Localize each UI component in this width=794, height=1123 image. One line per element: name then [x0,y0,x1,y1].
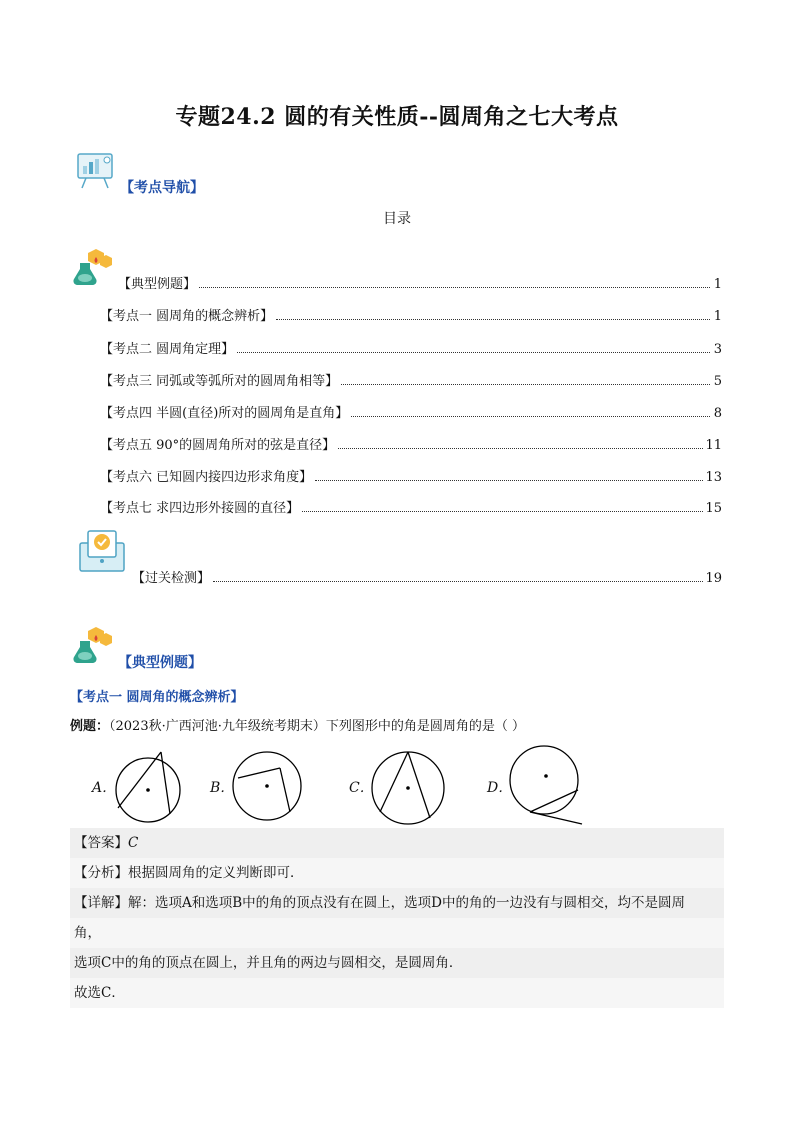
example-text: （2023秋·广西河池·九年级统考期末）下列图形中的角是圆周角的是（ ） [109,719,525,734]
option-b-label[interactable]: B． [210,780,235,796]
toc-entry-page: 5 [713,374,722,389]
toc-entry[interactable] [100,338,722,356]
option-d-figure [506,742,586,830]
detail-line-cont: 角， [70,918,724,948]
toc-leader-dots [315,480,703,481]
answer-line [70,828,724,858]
toc-heading: 目录 [383,211,411,227]
toc-entry-label: 【过关检测】 [132,571,211,586]
analysis-text: 根据圆周角的定义判断即可． [128,865,304,881]
option-a-figure [112,750,188,828]
example-label: 例题： [70,719,110,734]
toc-entry-page: 8 [713,406,722,421]
toc-leader-dots [213,581,703,582]
toc-entry[interactable] [100,402,722,420]
nav-label: 【考点导航】 [120,180,204,196]
answer-value: C [128,835,139,851]
toc-entry[interactable] [118,273,722,291]
toc-entry-page: 3 [713,342,722,357]
toc-entry-label: 【考点五 90°的圆周角所对的弦是直径】 [100,438,336,453]
toc-entry[interactable] [100,466,722,484]
conclusion-line: 故选C． [70,978,724,1008]
toc-entry-label: 【考点三 同弧或等弧所对的圆周角相等】 [100,374,339,389]
toc-entry-label: 【典型例题】 [118,277,197,292]
toc-entry-page: 11 [705,438,722,453]
toc-entry-page: 19 [705,571,722,586]
option-b-figure [230,748,306,828]
toc-entry-page: 1 [713,309,722,324]
toc-entry-label: 【考点四 半圆(直径)所对的圆周角是直角】 [100,406,349,421]
presentation-board-icon [74,150,118,194]
analysis-label: 【分析】 [74,865,128,881]
toc-entry-label: 【考点二 圆周角定理】 [100,342,235,357]
toc-entry[interactable] [100,370,722,388]
detail-line [70,888,724,918]
detail-label: 【详解】 [74,895,128,911]
flask-hexagon-icon [72,625,114,669]
detail-text: 解：选项A和选项B中的角的顶点没有在圆上，选项D中的角的一边没有与圆相交，均不是圆周 [128,895,685,911]
page-title: 专题24.2 圆的有关性质--圆周角之七大考点 [175,104,619,130]
toc-entry[interactable] [100,305,722,323]
check-envelope-icon [78,527,126,577]
toc-entry-page: 15 [705,501,722,516]
toc-leader-dots [199,287,710,288]
detail-line-2: 选项C中的角的顶点在圆上，并且角的两边与圆相交，是圆周角． [74,955,463,971]
toc-entry-page: 1 [713,277,722,292]
option-c-figure [368,748,448,830]
toc-entry-page: 13 [705,470,722,485]
answer-block [70,828,724,1008]
answer-label: 【答案】 [74,835,128,851]
toc-entry[interactable] [132,567,722,585]
option-c-label[interactable]: C． [349,780,374,796]
toc-leader-dots [341,384,710,385]
toc-entry-label: 【考点七 求四边形外接圆的直径】 [100,501,300,516]
option-a-label[interactable]: A． [92,780,117,796]
example-question [70,718,730,736]
toc-entry-label: 【考点六 已知圆内接四边形求角度】 [100,470,313,485]
toc-leader-dots [276,319,710,320]
toc-leader-dots [351,416,710,417]
toc-entry[interactable] [100,434,722,452]
topic-heading: 【考点一 圆周角的概念辨析】 [70,690,244,705]
toc-entry-label: 【考点一 圆周角的概念辨析】 [100,309,274,324]
analysis-line [70,858,724,888]
toc-leader-dots [237,352,710,353]
toc-entry[interactable] [100,497,722,515]
flask-hexagon-icon [72,247,114,291]
toc-leader-dots [338,448,703,449]
section-heading: 【典型例题】 [118,655,202,671]
option-d-label[interactable]: D． [487,780,513,796]
toc-leader-dots [302,511,703,512]
